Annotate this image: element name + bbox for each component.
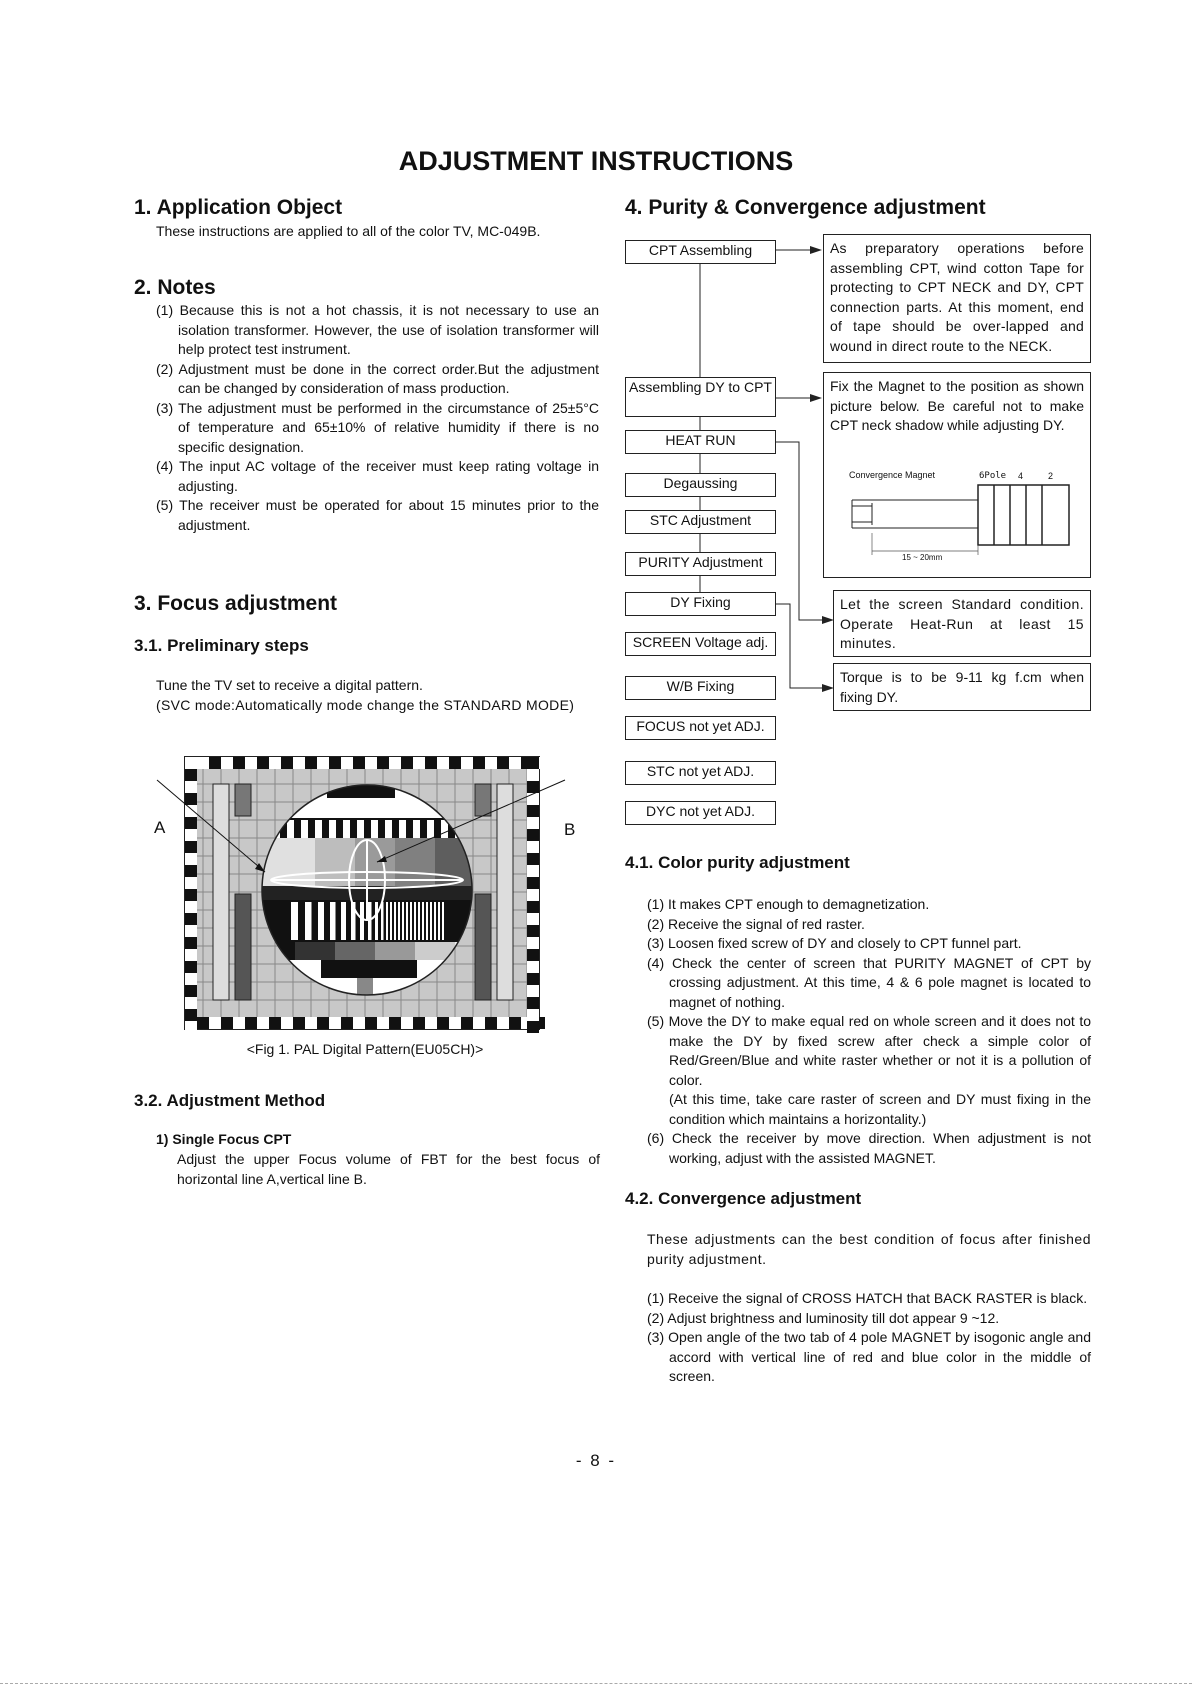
figure-caption: <Fig 1. PAL Digital Pattern(EU05CH)> <box>246 1041 484 1057</box>
flow-step-heat-run: HEAT RUN <box>625 430 776 454</box>
flow-step-stc-not-yet: STC not yet ADJ. <box>625 761 776 785</box>
flow-step-wb-fixing: W/B Fixing <box>625 676 776 700</box>
figure-label-a: A <box>154 818 166 837</box>
purity-step: (2) Receive the signal of red raster. <box>647 915 865 932</box>
note-magnet-text: Fix the Magnet to the position as shown picture below. Be careful not to make CPT neck shadow while adjusting DY. <box>830 378 1084 433</box>
purity-step: (1) It makes CPT enough to demagnetization. <box>647 896 930 912</box>
section-3-heading: 3. Focus adjustment <box>134 592 338 615</box>
purity-steps-list <box>647 895 1091 1168</box>
note-item: (1) Because this is not a hot chassis, it is not necessary to use an isolation transformer. However, the use of isolation transformer will help protect test instrument. <box>156 302 599 357</box>
purity-step-note: (At this time, take care raster of screen and DY must fixing in the condition which maintains a horizontality.) <box>669 1091 1091 1127</box>
convergence-step: (3) Open angle of the two tab of 4 pole MAGNET by isogonic angle and accord with vertical line of red and blue color in the middle of screen. <box>647 1329 1091 1384</box>
flow-step-purity-adjustment: PURITY Adjustment <box>625 552 776 576</box>
note-magnet-box <box>823 372 1091 578</box>
magnet-dimension: 15 ~ 20mm <box>902 553 943 562</box>
note-item: (3) The adjustment must be performed in the circumstance of 25±5°C of temperature and 65±10% of relative humidity if there is no specific designation. <box>156 399 599 455</box>
section-4-heading: 4. Purity & Convergence adjustment <box>625 196 986 219</box>
flow-step-cpt-assembling: CPT Assembling <box>625 240 776 264</box>
convergence-magnet-label: Convergence Magnet <box>849 470 936 480</box>
note-item: (2) Adjustment must be done in the correct order.But the adjustment can be changed by consideration of mass production. <box>156 360 599 396</box>
page-number: - 8 - <box>575 1451 617 1470</box>
convergence-step: (1) Receive the signal of CROSS HATCH that BACK RASTER is black. <box>647 1290 1088 1306</box>
pal-digital-pattern-figure <box>145 754 585 1034</box>
preliminary-text-1: Tune the TV set to receive a digital pattern. <box>156 677 423 693</box>
note-heat-run: Let the screen Standard condition. Operate Heat-Run at least 15 minutes. <box>833 590 1091 657</box>
pole-label-2: 2 <box>1048 471 1054 481</box>
convergence-step: (2) Adjust brightness and luminosity till dot appear 9 ~12. <box>647 1309 1000 1326</box>
purity-step: (3) Loosen fixed screw of DY and closely to CPT funnel part. <box>647 935 1022 951</box>
flow-step-dy-fixing: DY Fixing <box>625 592 776 616</box>
section-2-heading: 2. Notes <box>134 276 216 299</box>
flow-step-focus-not-yet: FOCUS not yet ADJ. <box>625 716 776 740</box>
purity-step: (6) Check the receiver by move direction. When adjustment is not working, adjust with the assisted MAGNET. <box>647 1130 1091 1166</box>
convergence-steps-list <box>647 1289 1091 1387</box>
convergence-intro: These adjustments can the best condition of focus after finished purity adjustment. <box>647 1231 1091 1267</box>
purity-step: (5) Move the DY to make equal red on whole screen and it does not to make the DY by fixed screw after check a simple color of Red/Green/Blue and white raster whether or not it is a pollution of color. <box>647 1013 1091 1088</box>
section-4-2-heading: 4.2. Convergence adjustment <box>625 1189 862 1208</box>
note-cpt-assembling: As preparatory operations before assembling CPT, wind cotton Tape for protecting to CPT NECK and DY, CPT connection parts. At this moment, end of tape should be over-lapped and wound in direct route to the NECK. <box>823 234 1091 363</box>
section-1-text: These instructions are applied to all of the color TV, MC-049B. <box>156 223 541 239</box>
purity-step: (4) Check the center of screen that PURITY MAGNET of CPT by crossing adjustment. At this time, 4 & 6 pole magnet is located to magnet of nothing. <box>647 954 1091 1010</box>
flowchart-connectors <box>600 230 840 700</box>
page-bottom-rule <box>0 1683 1192 1684</box>
section-4-1-heading: 4.1. Color purity adjustment <box>625 853 850 872</box>
figure-label-b: B <box>564 820 576 839</box>
pole-label-6: 6Pole <box>979 471 1007 481</box>
notes-list <box>156 301 599 535</box>
pole-label-4: 4 <box>1018 471 1024 481</box>
flow-step-degaussing: Degaussing <box>625 473 776 497</box>
note-torque: Torque is to be 9-11 kg f.cm when fixing DY. <box>833 663 1091 711</box>
convergence-magnet-diagram <box>824 473 1090 563</box>
flow-step-screen-voltage: SCREEN Voltage adj. <box>625 632 776 656</box>
single-focus-text: Adjust the upper Focus volume of FBT for the best focus of horizontal line A,vertical line B. <box>177 1151 600 1187</box>
test-pattern-svg <box>145 754 585 1034</box>
flow-step-dyc-not-yet: DYC not yet ADJ. <box>625 801 776 825</box>
page-title: ADJUSTMENT INSTRUCTIONS <box>398 146 794 176</box>
flow-step-assembling-dy: Assembling DY to CPT <box>625 377 776 417</box>
single-focus-title: 1) Single Focus CPT <box>156 1131 292 1147</box>
flow-step-stc-adjustment: STC Adjustment <box>625 510 776 534</box>
note-item: (4) The input AC voltage of the receiver must keep rating voltage in adjusting. <box>156 458 599 494</box>
section-1-heading: 1. Application Object <box>134 196 343 219</box>
section-3-2-heading: 3.2. Adjustment Method <box>134 1091 326 1110</box>
note-item: (5) The receiver must be operated for about 15 minutes prior to the adjustment. <box>156 497 599 533</box>
preliminary-text-2: (SVC mode:Automatically mode change the STANDARD MODE) <box>156 697 575 713</box>
section-3-1-heading: 3.1. Preliminary steps <box>134 636 309 655</box>
